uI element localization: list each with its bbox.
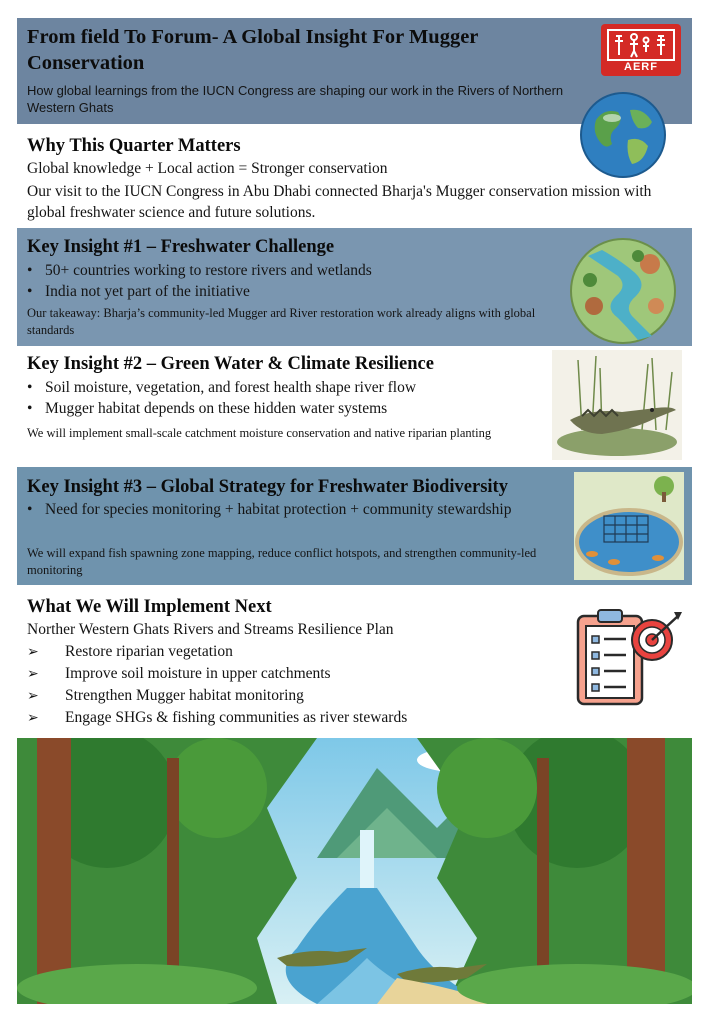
forest-river-illustration [17, 738, 692, 1004]
list-item: • Soil moisture, vegetation, and forest health shape river flow [25, 377, 555, 398]
checklist-target-icon [574, 608, 686, 708]
list-item: • 50+ countries working to restore rivers and wetlands [25, 260, 555, 281]
crocodile-illustration-icon [552, 350, 682, 460]
why-heading: Why This Quarter Matters [27, 136, 241, 156]
insight2-list [25, 377, 555, 419]
why-equation: Global knowledge + Local action = Stronger conservation [27, 160, 388, 177]
next-heading: What We Will Implement Next [27, 597, 272, 617]
list-item: • Need for species monitoring + habitat protection + community stewardship [25, 499, 525, 520]
next-action-list [27, 641, 547, 729]
aerf-logo [601, 24, 681, 76]
insight3-note: We will expand fish spawning zone mapping, reduce conflict hotspots, and strengthen community-led monitoring [27, 546, 537, 577]
next-intro: Norther Western Ghats Rivers and Streams Resilience Plan [27, 621, 394, 638]
insight1-heading: Key Insight #1 – Freshwater Challenge [27, 237, 335, 257]
why-description: Our visit to the IUCN Congress in Abu Dhabi connected Bharja's Mugger conservation mission with global freshwater science and future solutions. [27, 183, 652, 221]
globe-icon [578, 90, 668, 180]
insight1-note: Our takeaway: Bharja’s community-led Mugger ard River restoration work already aligns with global standards [27, 306, 536, 337]
insight2-heading: Key Insight #2 – Green Water & Climate Resilience [27, 354, 434, 374]
fish-spawning-pond-icon [574, 472, 684, 580]
insight3-heading: Key Insight #3 – Global Strategy for Freshwater Biodiversity [27, 477, 508, 497]
insight3-list [25, 499, 525, 520]
list-item: • India not yet part of the initiative [25, 281, 555, 302]
page-title: From field To Forum- A Global Insight For Mugger Conservation [27, 26, 479, 74]
list-item: ➢ Restore riparian vegetation [27, 641, 547, 663]
page-subtitle: How global learnings from the IUCN Congress are shaping our work in the Rivers of Northern Western Ghats [27, 83, 564, 115]
list-item: • Mugger habitat depends on these hidden water systems [25, 398, 555, 419]
list-item: ➢ Engage SHGs & fishing communities as river stewards [27, 707, 547, 729]
insight2-note: We will implement small-scale catchment moisture conservation and native riparian planting [27, 426, 492, 440]
logo-emblem-icon [607, 29, 675, 61]
logo-text: AERF [624, 61, 658, 73]
river-illustration-icon [568, 236, 678, 346]
list-item: ➢ Improve soil moisture in upper catchments [27, 663, 547, 685]
insight1-list [25, 260, 555, 302]
list-item: ➢ Strengthen Mugger habitat monitoring [27, 685, 547, 707]
